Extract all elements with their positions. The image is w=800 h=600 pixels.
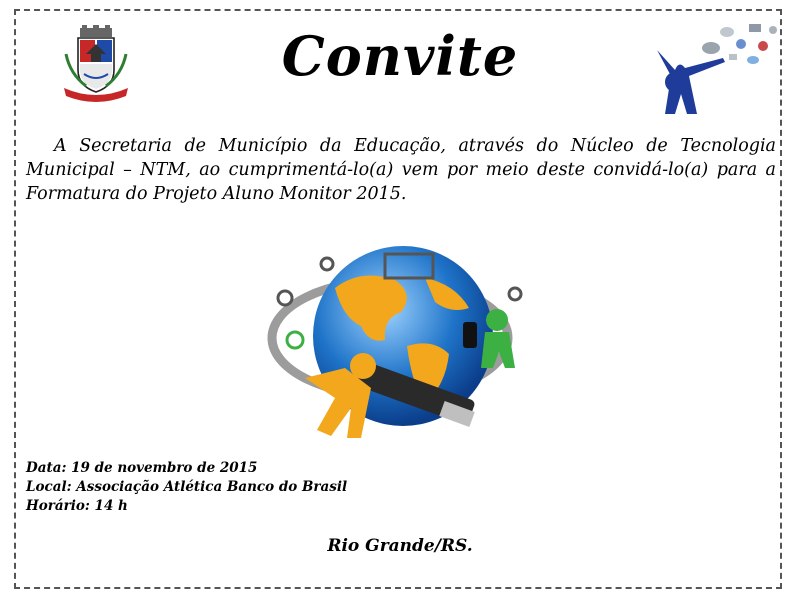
event-details bbox=[26, 459, 347, 516]
event-location: Local: Associação Atlética Banco do Brasil bbox=[26, 479, 348, 495]
invitation-title: Convite bbox=[281, 24, 519, 88]
event-city: Rio Grande/RS. bbox=[327, 536, 473, 556]
globe-illustration-icon bbox=[265, 228, 535, 460]
invitation-body-text: A Secretaria de Município da Educação, através do Núcleo de Tecnologia Municipal – NTM, ao cumprimentá-lo(a) vem por meio deste convidá-lo(a) para a Formatura do Projeto Aluno Monitor 2015. bbox=[26, 136, 776, 204]
event-time: Horário: 14 h bbox=[26, 498, 128, 514]
event-date: Data: 19 de novembro de 2015 bbox=[26, 460, 258, 476]
tech-figure-logo-icon bbox=[645, 10, 785, 122]
